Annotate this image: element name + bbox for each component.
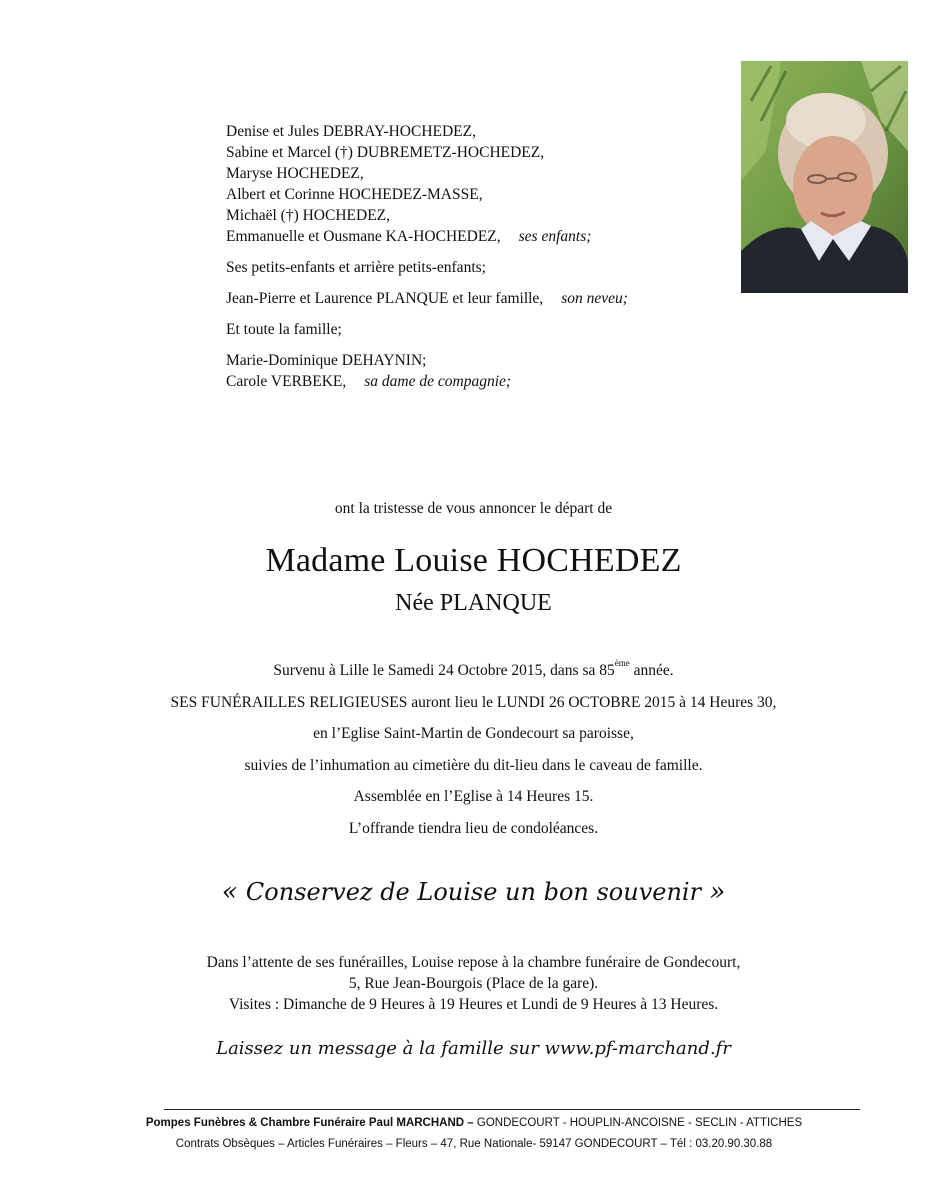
visitation-info — [0, 952, 947, 1015]
companion-line: Marie-Dominique DEHAYNIN; — [226, 352, 427, 369]
family-line: Maryse HOCHEDEZ, — [226, 165, 364, 182]
company-name: Pompes Funèbres & Chambre Funéraire Paul MARCHAND – — [145, 1117, 474, 1129]
quote-close: » — [709, 877, 726, 907]
quote-open: « — [221, 877, 238, 907]
family-line: Michaël (†) HOCHEDEZ, — [226, 207, 390, 224]
nephew-role: son neveu; — [561, 290, 628, 307]
death-line-end: année. — [629, 662, 674, 679]
funeral-date-line: SES FUNÉRAILLES RELIGIEUSES auront lieu le LUNDI 26 OCTOBRE 2015 à 14 Heures 30, — [170, 693, 777, 711]
family-line-with-role — [226, 226, 746, 247]
footer-company-line — [0, 1117, 947, 1129]
church-line: en l’Eglise Saint-Martin de Gondecourt sa paroisse, — [313, 725, 634, 742]
companion-line-with-role — [226, 371, 746, 392]
portrait-illustration — [741, 61, 908, 293]
nephew-name: Jean-Pierre et Laurence PLANQUE et leur famille, — [226, 290, 544, 307]
funeral-details — [0, 655, 947, 844]
family-line: Albert et Corinne HOCHEDEZ-MASSE, — [226, 186, 483, 203]
family-line: Sabine et Marcel (†) DUBREMETZ-HOCHEDEZ, — [226, 144, 545, 161]
nephew-line — [226, 288, 746, 309]
death-line — [0, 655, 947, 687]
companion-name: Carole VERBEKE, — [226, 373, 347, 390]
family-line: Emmanuelle et Ousmane KA-HOCHEDEZ, — [226, 228, 501, 245]
repose-line: Dans l’attente de ses funérailles, Louise repose à la chambre funéraire de Gondecourt, — [206, 954, 741, 971]
companion-role: sa dame de compagnie; — [364, 373, 512, 390]
announcement: ont la tristesse de vous annoncer le départ de — [334, 500, 613, 517]
assembly-line: Assemblée en l’Eglise à 14 Heures 15. — [353, 788, 594, 805]
deceased-name: Madame Louise HOCHEDEZ — [265, 542, 682, 579]
death-line-text: Survenu à Lille le Samedi 24 Octobre 2015, dans sa 85 — [273, 662, 615, 679]
family-line: Denise et Jules DEBRAY-HOCHEDEZ, — [226, 123, 476, 140]
company-locations: GONDECOURT - HOUPLIN-ANCOISNE - SECLIN - ATTICHES — [473, 1117, 803, 1129]
footer-divider — [164, 1109, 860, 1110]
footer-contact-line: Contrats Obsèques – Articles Funéraires – Fleurs – 47, Rue Nationale- 59147 GONDECOURT – Tél : 03.20.90.30.88 — [175, 1138, 773, 1150]
all-family-line: Et toute la famille; — [226, 321, 342, 338]
memorial-quote — [0, 877, 947, 907]
family-list — [226, 121, 746, 392]
burial-line: suivies de l’inhumation au cimetière du dit-lieu dans le caveau de famille. — [244, 756, 703, 774]
maiden-name: Née PLANQUE — [395, 590, 552, 616]
visit-hours-line: Visites : Dimanche de 9 Heures à 19 Heures et Lundi de 9 Heures à 13 Heures. — [228, 996, 719, 1013]
grandchildren-line: Ses petits-enfants et arrière petits-enfants; — [226, 259, 486, 276]
website-message: Laissez un message à la famille sur www.pf-marchand.fr — [216, 1038, 731, 1059]
children-role: ses enfants; — [518, 228, 592, 245]
portrait-photo — [741, 61, 908, 293]
offering-line: L’offrande tiendra lieu de condoléances. — [348, 819, 599, 837]
quote-text: Conservez de Louise un bon souvenir — [245, 878, 702, 906]
ordinal-suffix: ème — [614, 658, 630, 668]
address-line: 5, Rue Jean-Bourgois (Place de la gare). — [348, 975, 599, 992]
